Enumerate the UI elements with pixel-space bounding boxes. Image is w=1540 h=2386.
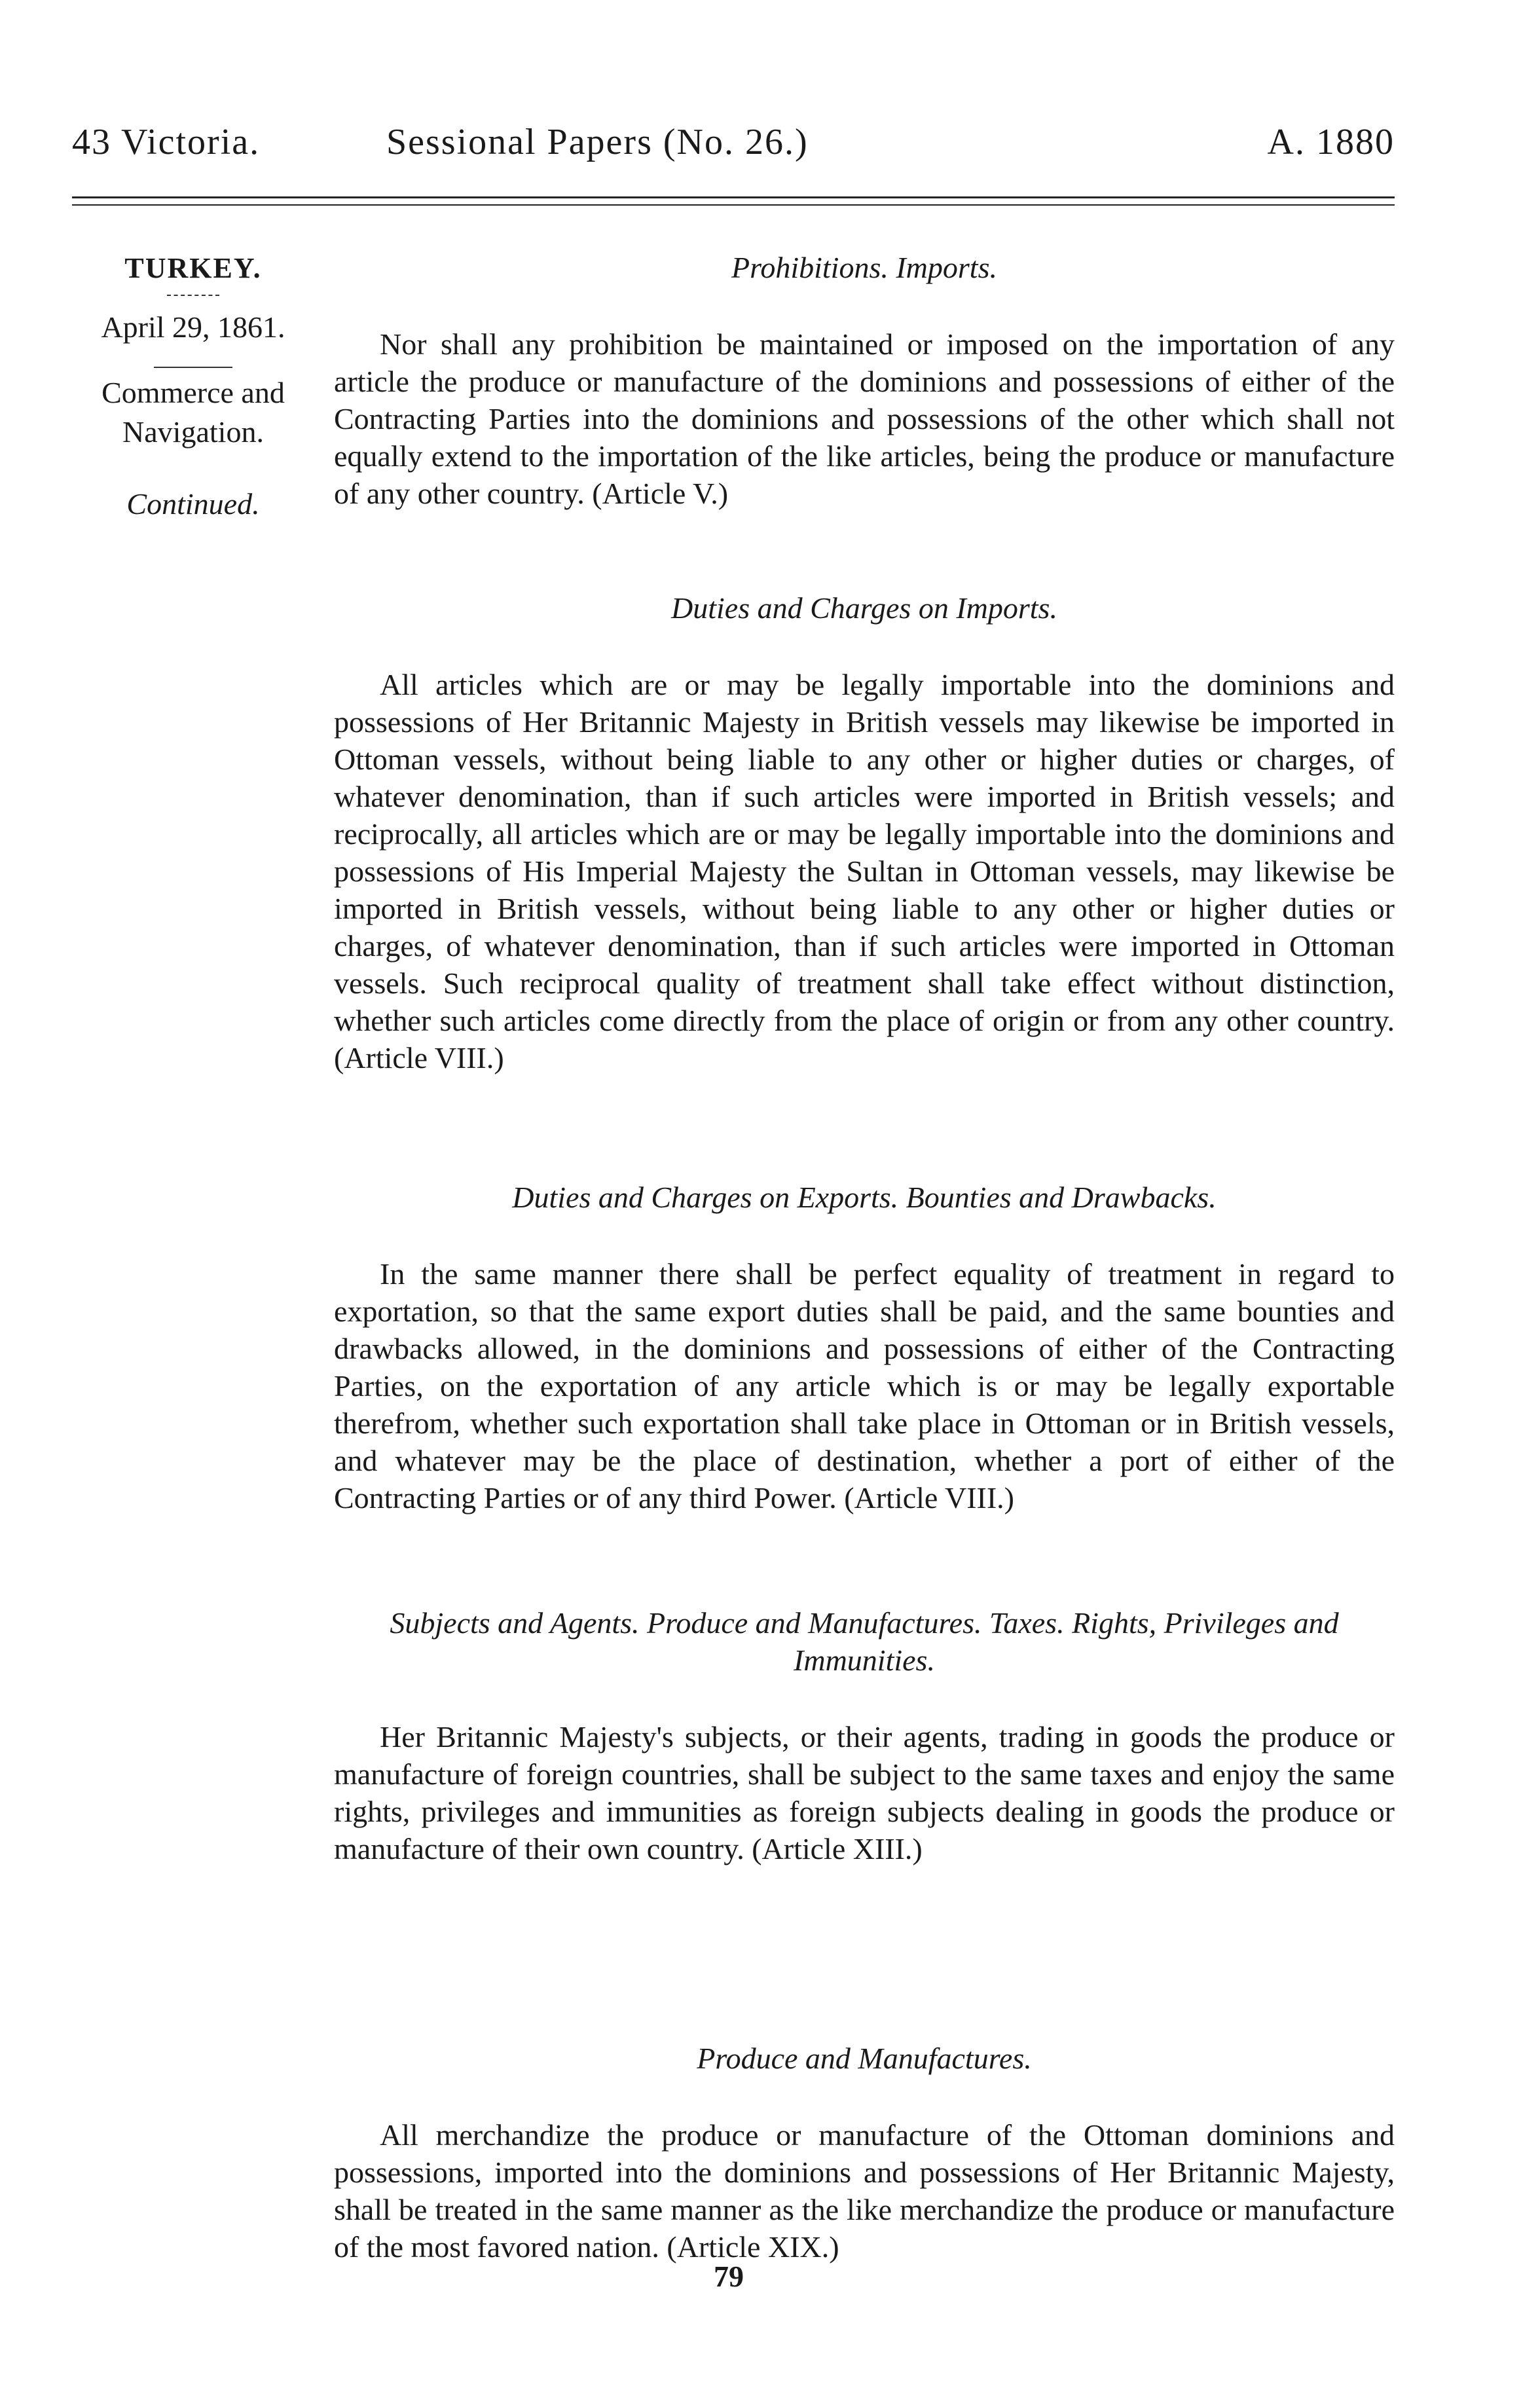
section-heading: Produce and Manufactures. [697,2042,1032,2075]
margin-country: TURKEY. [124,252,262,284]
margin-date-divider [154,367,232,368]
section-produce-manufactures [334,2040,1395,2266]
section-paragraph: All merchandize the produce or manufacture of the Ottoman dominions and possessions, imported into the dominions and possessions of Her Britannic Majesty, shall be treated in the same manner as the like merchandize the produce or manufacture of the most favored nation. (Article XIX.) [334,2118,1395,2264]
margin-subject: Commerce and Navigation. [101,376,285,449]
section-prohibitions [334,249,1395,512]
section-paragraph: In the same manner there shall be perfect equality of treatment in regard to exportation, so that the same export duties shall be paid, and the same bounties and drawbacks allowed, in the dominions and possessions of either of the Contracting Parties, on the exportation of any article which is or may be legally exportable therefrom, whether such exportation shall take place in Ottoman or in British vessels, and whatever may be the place of destination, whether a port of either of the Contracting Parties or of any third Power. (Article VIII.) [334,1257,1395,1514]
section-paragraph: All articles which are or may be legally importable into the dominions and possessions of Her Britannic Majesty in British vessels may likewise be imported in Ottoman vessels, without being liable to any other or higher duties or charges, of whatever denomination, than if such articles were imported in British vessels; and reciprocally, all articles which are or may be legally importable into the dominions and possessions of His Imperial Majesty the Sultan in Ottoman vessels, may likewise be imported in British vessels, without being liable to any other or higher duties or charges, of whatever denomination, than if such articles were imported in Ottoman vessels. Such reciprocal quality of treatment shall take effect without distinction, whether such articles come directly from the place of origin or from any other country. (Article VIII.) [334,668,1395,1074]
section-heading: Duties and Charges on Imports. [671,591,1057,625]
section-heading: Prohibitions. Imports. [731,251,997,284]
header-rule-secondary [72,204,1395,206]
section-paragraph: Nor shall any prohibition be maintained or imposed on the importation of any article the produce or manufacture of the dominions and possessions of either of the Contracting Parties into the dominions and possessions of the other which shall not equally extend to the importation of the like articles, being the produce or manufacture of any other country. (Article V.) [334,327,1395,510]
margin-date: April 29, 1861. [101,310,285,344]
header-regnal-year: 43 Victoria. [72,122,261,162]
header-series-title: Sessional Papers (No. 26.) [386,122,809,162]
header-rule [72,196,1395,198]
page-number: 79 [714,2260,744,2293]
page-header [72,121,1395,174]
section-heading: Duties and Charges on Exports. Bounties and Drawbacks. [512,1181,1217,1214]
section-paragraph: Her Britannic Majesty's subjects, or their agents, trading in goods the produce or manufacture of foreign countries, shall be subject to the same taxes and enjoy the same rights, privileges and immunities as foreign subjects dealing in goods the produce or manufacture of their own country. (Article XIII.) [334,1720,1395,1865]
header-year: A. 1880 [1267,122,1395,162]
section-heading: Subjects and Agents. Produce and Manufactures. Taxes. Rights, Privileges and Immunities. [390,1606,1339,1677]
section-duties-imports [334,589,1395,1076]
margin-continued: Continued. [126,487,260,521]
margin-country-divider [167,295,219,296]
section-duties-exports [334,1179,1395,1516]
section-subjects-agents [334,1604,1395,1867]
